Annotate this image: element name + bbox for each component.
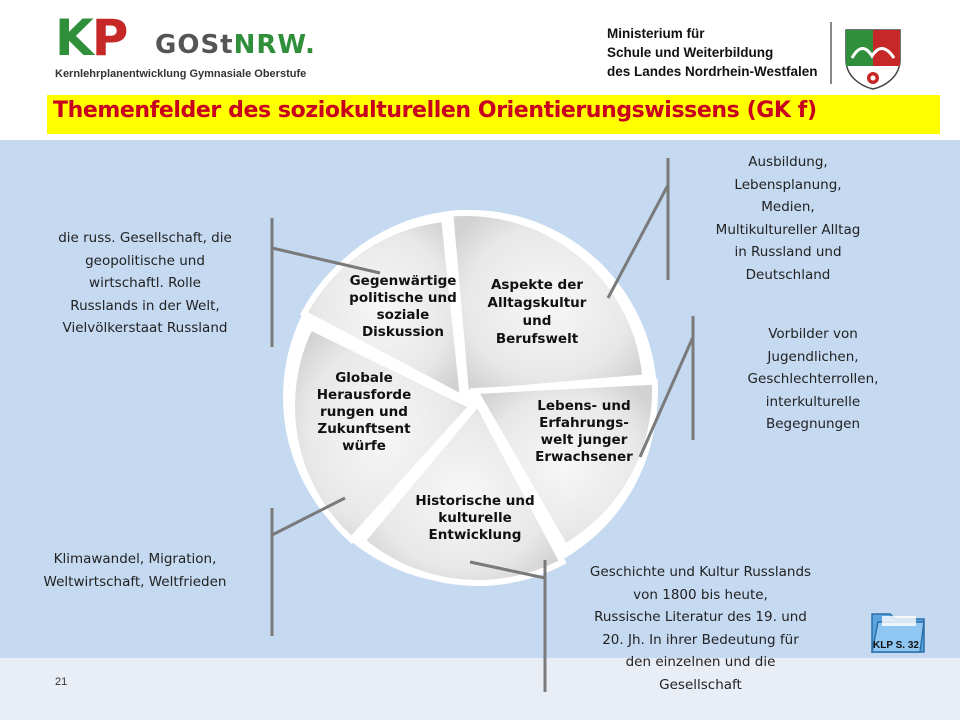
folder-label[interactable]: KLP S. 32 xyxy=(873,640,919,651)
segment-text: rungen und xyxy=(320,404,408,420)
logo-letter-p: P xyxy=(91,9,127,67)
note-text: Russlands in der Welt, xyxy=(70,297,220,314)
segment-label-globale xyxy=(306,370,422,455)
segment-text: Diskussion xyxy=(361,324,445,340)
segment-text: kulturelle xyxy=(438,510,512,526)
note-text: Weltwirtschaft, Weltfrieden xyxy=(43,573,227,590)
note-text: Klimawandel, Migration, xyxy=(53,551,217,567)
note-text: die russ. Gesellschaft, die xyxy=(58,230,232,246)
ministry-line: des Landes Nordrhein-Westfalen xyxy=(607,64,818,79)
segment-text: Erwachsener xyxy=(535,449,633,465)
note-text: Vorbilder von xyxy=(768,326,858,342)
segment-text: Historische und xyxy=(415,493,535,509)
note-text: Geschlechterrollen, xyxy=(747,371,879,387)
note-russ xyxy=(25,227,265,340)
logo-gost: GOSt xyxy=(155,30,234,60)
ministry-line: Schule und Weiterbildung xyxy=(607,45,774,60)
note-text: Begegnungen xyxy=(765,416,861,432)
segment-text: und xyxy=(522,313,552,329)
note-text: Lebensplanung, xyxy=(734,176,842,193)
note-text: Ausbildung, xyxy=(748,154,828,170)
note-vorbilder xyxy=(718,323,908,436)
note-klima xyxy=(15,548,255,593)
logo-nrw: NRW. xyxy=(233,30,316,60)
connector-klima xyxy=(272,498,345,535)
segment-label-gegenwaertige xyxy=(338,273,468,341)
note-text: in Russland und xyxy=(734,244,842,260)
note-text: Gesellschaft xyxy=(659,676,742,693)
segment-label-lebenswelt xyxy=(528,398,640,466)
note-text: Russische Literatur des 19. und xyxy=(594,609,807,625)
note-text: den einzelnen und die xyxy=(625,654,776,670)
connector-vorbilder xyxy=(640,337,693,457)
note-text: Jugendlichen, xyxy=(767,348,859,365)
segment-text: Globale xyxy=(335,370,393,386)
note-text: Vielvölkerstaat Russland xyxy=(62,320,228,336)
segment-text: soziale xyxy=(376,307,430,323)
segment-label-historische xyxy=(405,493,545,544)
connector-russ xyxy=(272,248,380,273)
segment-label-alltagskultur xyxy=(478,276,596,348)
note-text: Multikultureller Alltag xyxy=(715,221,861,238)
page-title: Themenfelder des soziokulturellen Orientierungswissens (GK f) xyxy=(53,98,817,123)
segment-text: Aspekte der xyxy=(490,277,584,293)
segment-text: Herausforde xyxy=(316,387,412,403)
note-text: Geschichte und Kultur Russlands xyxy=(589,564,812,580)
note-text: Deutschland xyxy=(745,266,831,283)
note-text: wirtschaftl. Rolle xyxy=(89,275,201,291)
note-text: interkulturelle xyxy=(765,393,861,410)
logo-subtitle: Kernlehrplanentwicklung Gymnasiale Oberstufe xyxy=(55,68,307,80)
note-text: Medien, xyxy=(761,199,815,215)
segment-text: Erfahrungs- xyxy=(539,415,629,431)
note-ausbildung xyxy=(688,151,888,286)
segment-text: Berufswelt xyxy=(495,331,579,347)
connector-ausbildung xyxy=(608,185,668,298)
note-text: von 1800 bis heute, xyxy=(633,586,768,603)
segment-text: Zukunftsent xyxy=(317,421,411,437)
connector-geschichte xyxy=(470,562,545,578)
segment-text: Gegenwärtige xyxy=(349,273,457,289)
note-text: 20. Jh. In ihrer Bedeutung für xyxy=(602,631,799,648)
segment-text: Entwicklung xyxy=(428,527,522,543)
logo-letter-k: K xyxy=(55,9,92,67)
segment-text: Lebens- und xyxy=(537,398,631,414)
note-geschichte xyxy=(563,561,838,696)
note-text: geopolitische und xyxy=(85,252,205,269)
segment-text: politische und xyxy=(349,290,457,306)
page-number: 21 xyxy=(55,676,68,688)
segment-text: welt junger xyxy=(540,432,628,448)
ministry-line: Ministerium für xyxy=(607,26,705,41)
segment-text: würfe xyxy=(342,438,386,454)
segment-text: Alltagskultur xyxy=(487,295,587,311)
